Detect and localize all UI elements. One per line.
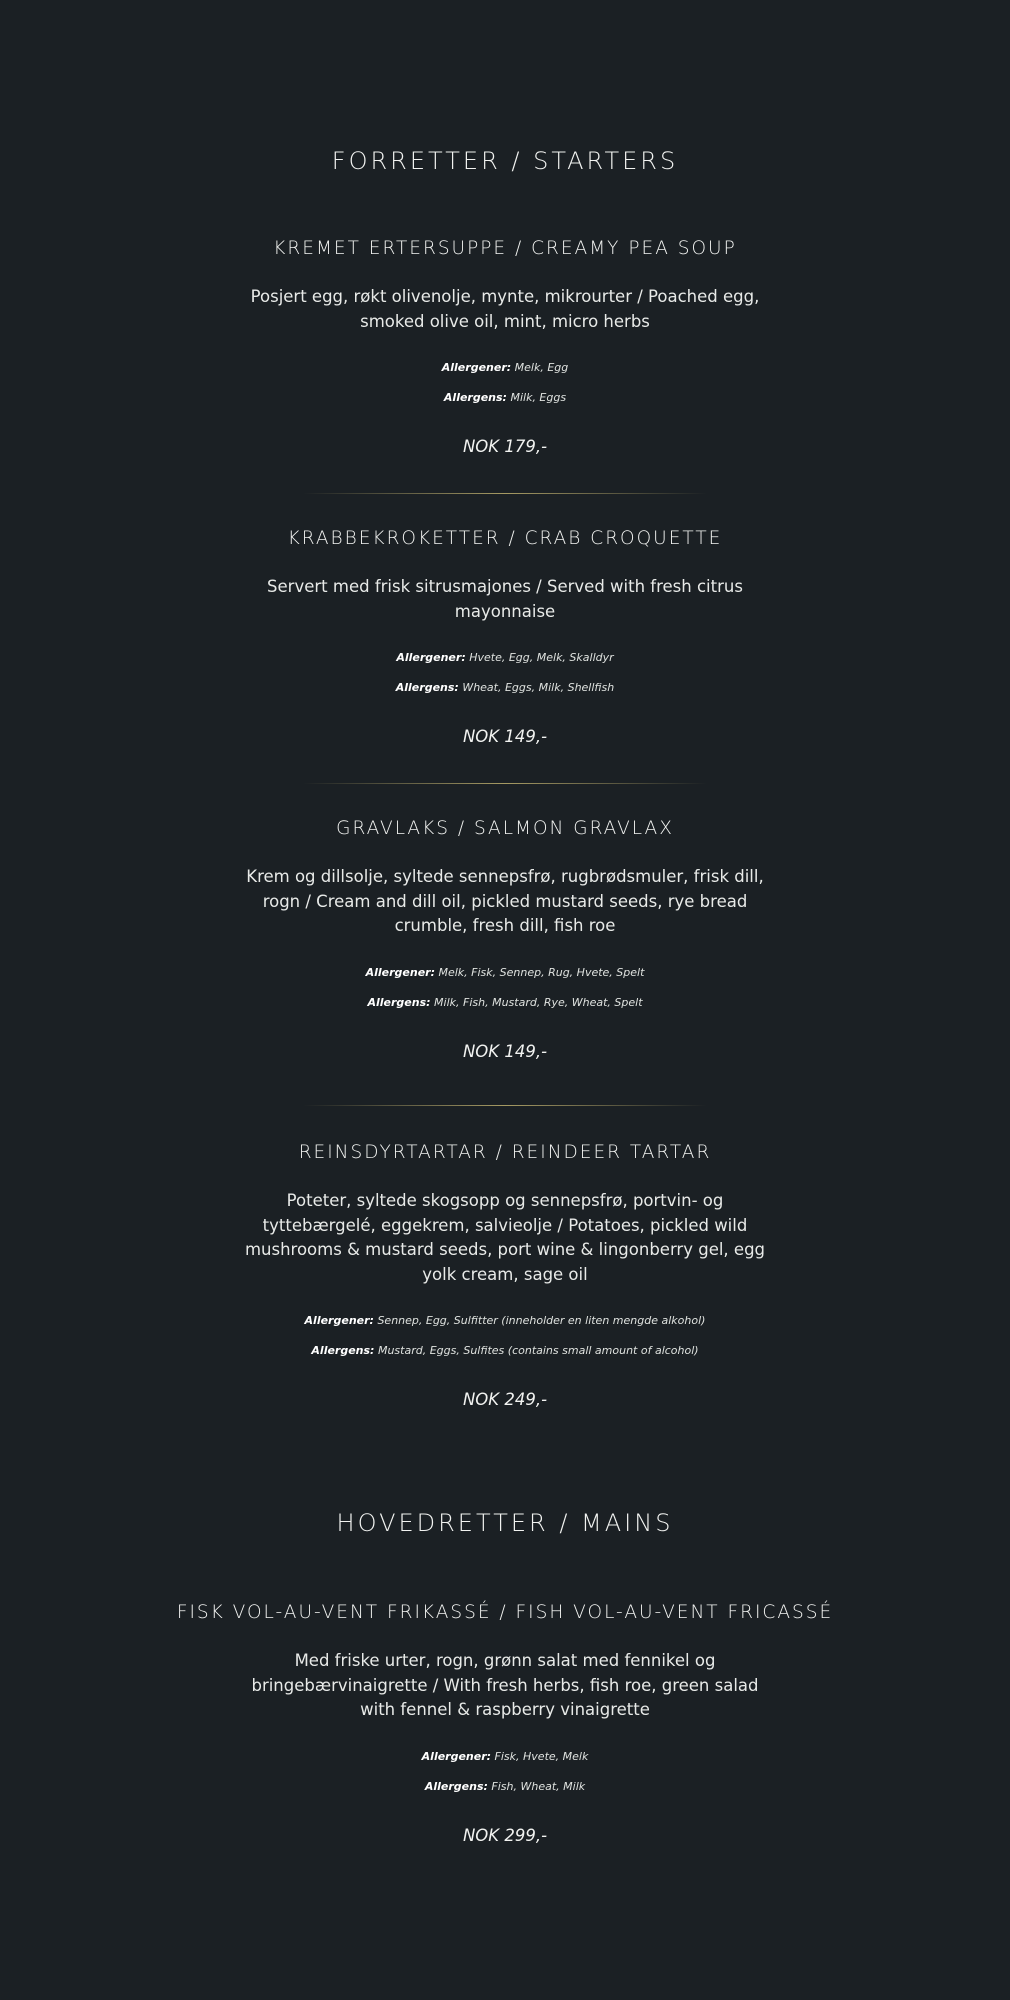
allergener-no [0,1313,1010,1329]
item-title: FISK VOL-AU-VENT FRIKASSÉ / FISH VOL-AU-VENT FRICASSÉ [176,1602,834,1623]
item-description: Servert med frisk sitrusmajones / Served with fresh citrus mayonnaise [267,577,743,621]
allergens-en [0,680,1010,696]
section-title-mains: HOVEDRETTER / MAINS [336,1509,674,1537]
item-title: REINSDYRTARTAR / REINDEER TARTAR [298,1142,712,1163]
allergens-label: Allergens: [443,391,507,404]
allergener-value: Melk, Fisk, Sennep, Rug, Hvete, Spelt [438,965,645,979]
allergens-label: Allergens: [311,1344,375,1357]
item-description: Posjert egg, røkt olivenolje, mynte, mikrourter / Poached egg, smoked olive oil, mint, micro herbs [250,287,760,331]
allergens-en [0,1343,1010,1359]
allergens-label: Allergens: [367,995,431,1009]
allergener-value: Hvete, Egg, Melk, Skalldyr [469,651,614,664]
menu-item-pea-soup [0,237,1010,458]
allergens-value: Fish, Wheat, Milk [491,1779,586,1793]
gold-divider [303,493,707,494]
menu-item-fish-vol-au-vent [0,1601,1010,1847]
item-description: Med friske urter, rogn, grønn salat med fennikel og bringebærvinaigrette / With fresh herbs, fish roe, green salad with fennel & raspberry vinaigrette [251,1651,759,1719]
menu-item-crab-croquette [0,527,1010,748]
allergens-en [0,390,1010,406]
section-title-starters: FORRETTER / STARTERS [331,147,679,175]
allergens-value: Mustard, Eggs, Sulfites (contains small amount of alcohol) [377,1344,699,1357]
allergener-label: Allergener: [304,1314,374,1327]
allergener-label: Allergener: [441,361,512,374]
allergens-value: Milk, Fish, Mustard, Rye, Wheat, Spelt [434,995,643,1009]
menu-item-salmon-gravlax [0,817,1010,1063]
allergens-en [0,995,1010,1011]
allergener-no [0,965,1010,981]
gold-divider [303,783,707,784]
item-price: NOK 179,- [462,437,548,456]
item-price: NOK 149,- [462,1041,548,1061]
item-title: KREMET ERTERSUPPE / CREAMY PEA SOUP [273,238,737,259]
item-description: Krem og dillsolje, syltede sennepsfrø, rugbrødsmuler, frisk dill, rogn / Cream and dill oil, pickled mustard seeds, rye bread crumble, fresh dill, fish roe [246,867,764,935]
gold-divider [303,1105,707,1106]
allergener-no [0,360,1010,376]
item-title: GRAVLAKS / SALMON GRAVLAX [336,818,674,839]
item-price: NOK 249,- [462,1390,548,1409]
allergens-label: Allergens: [395,681,459,694]
item-price: NOK 149,- [462,727,548,746]
item-title: KRABBEKROKETTER / CRAB CROQUETTE [287,528,723,549]
allergens-en [0,1779,1010,1795]
allergener-no [0,650,1010,666]
allergener-value: Fisk, Hvete, Melk [494,1749,589,1763]
item-description: Poteter, syltede skogsopp og sennepsfrø, portvin- og tyttebærgelé, eggekrem, salvieolje / Potatoes, pickled wild mushrooms & mustard seeds, port wine & lingonberry gel, egg yolk cream, sage oil [244,1191,766,1284]
item-price: NOK 299,- [462,1825,548,1845]
allergens-label: Allergens: [424,1779,488,1793]
allergener-label: Allergener: [421,1749,492,1763]
allergens-value: Wheat, Eggs, Milk, Shellfish [462,681,615,694]
allergener-value: Sennep, Egg, Sulfitter (inneholder en liten mengde alkohol) [377,1314,706,1327]
allergener-label: Allergener: [365,965,435,979]
allergens-value: Milk, Eggs [510,391,567,404]
allergener-label: Allergener: [396,651,466,664]
allergener-value: Melk, Egg [514,361,569,374]
menu-item-reindeer-tartar [0,1141,1010,1411]
allergener-no [0,1749,1010,1765]
